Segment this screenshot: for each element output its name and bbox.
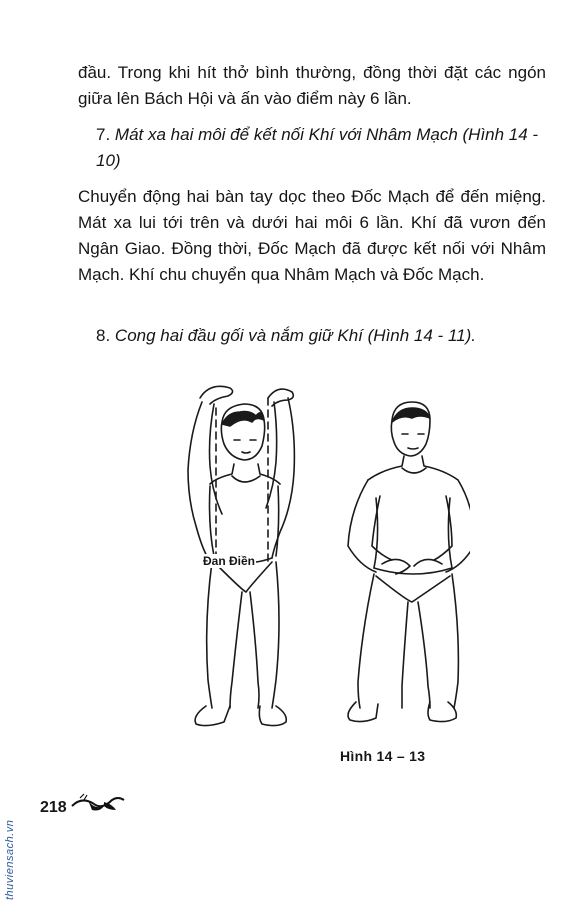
figure-caption: Hình 14 – 13 [340, 748, 426, 764]
heading-step-7 [96, 122, 546, 174]
dan-dien-label: Đan Điền [203, 554, 256, 568]
paragraph-intro: đầu. Trong khi hít thở bình thường, đồng thời đặt các ngón giữa lên Bách Hội và ấn vào điểm này 6 lần. [78, 63, 546, 108]
heading-step-8-title: Cong hai đầu gối và nắm giữ Khí (Hình 14 - 11). [114, 326, 476, 345]
heading-step-7-title: Mát xa hai môi để kết nối Khí với Nhâm Mạch (Hình 14 - 10) [96, 125, 539, 170]
page-number: 218 [40, 799, 67, 816]
heading-step-8 [96, 323, 546, 349]
heading-step-7-number: 7. [96, 125, 111, 144]
side-watermark: thuviensach.vn [4, 819, 16, 900]
figure-hands-on-belly [348, 402, 470, 722]
heading-step-8-number: 8. [96, 326, 111, 345]
paragraph-step-7-body: Chuyển động hai bàn tay dọc theo Đốc Mạch để đến miệng. Mát xa lui tới trên và dưới hai môi 6 lần. Khí đã vươn đến Ngân Giao. Đồng thời, Đốc Mạch đã được kết nối với Nhâm Mạch. Khí chu chuyển qua Nhâm Mạch và Đốc Mạch. [78, 187, 546, 284]
footer-ornament-icon [70, 792, 126, 814]
